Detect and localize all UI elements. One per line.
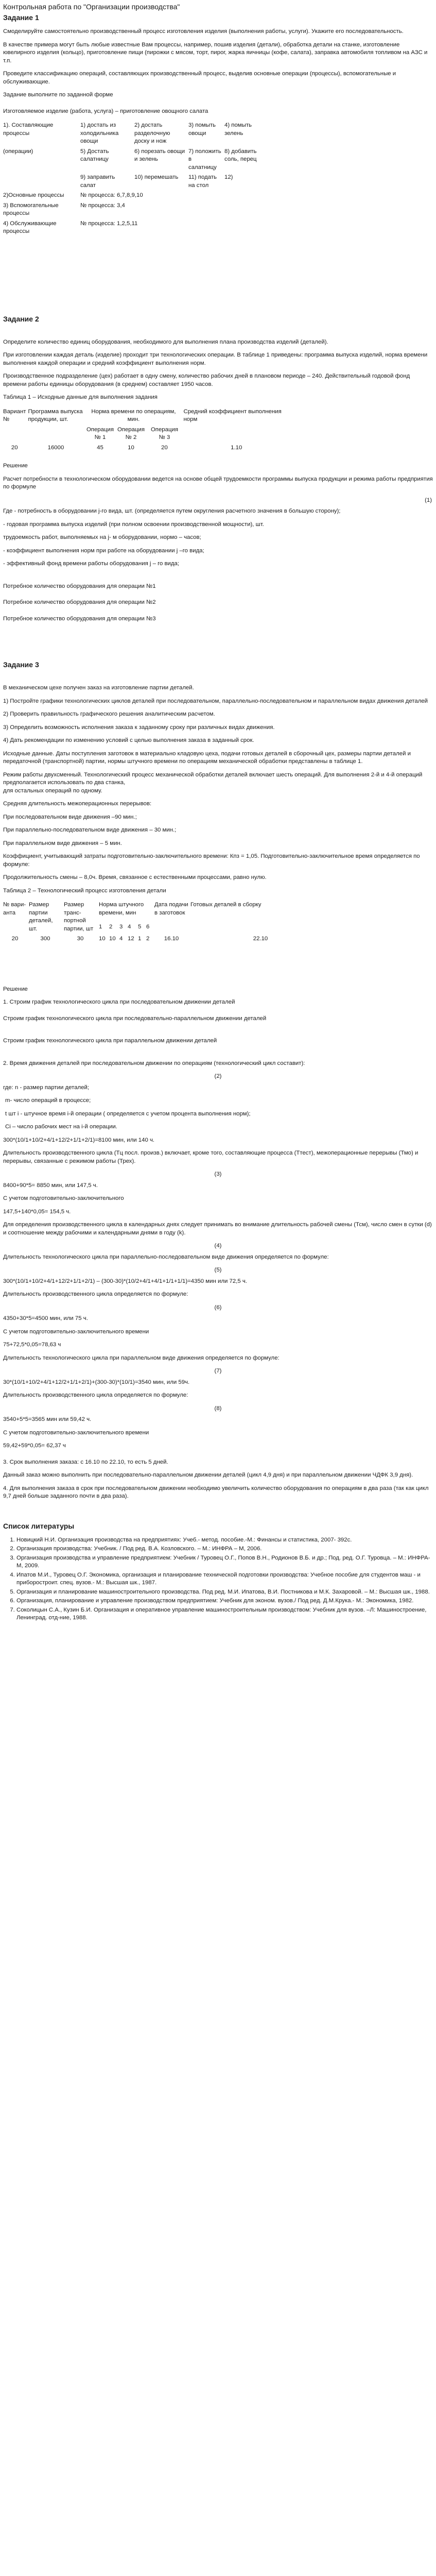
solution-paragraph: t шт i - штучное время i-й операции ( определяется с учетом процента выполнения норм); bbox=[5, 1110, 251, 1117]
table-header: Норма времени по операциям, мин. bbox=[91, 408, 176, 423]
task1-process-table bbox=[3, 121, 433, 237]
table-row bbox=[3, 407, 291, 425]
table-header: № вари-анта bbox=[3, 902, 26, 916]
result-line: Потребное количество оборудования для операции №3 bbox=[3, 615, 156, 622]
table-cell: 16.10 bbox=[164, 936, 179, 942]
solution-paragraph: Длительность производственного цикла (Тц посл. произв.) включает, кроме того, составляющие процесса (Ттест), межоперационные перерывы (Тмо) и перерывы, связанные с режимом работы (Трех). bbox=[3, 1150, 418, 1164]
solution-paragraph: Длительность технологического цикла при параллельном виде движения определяется по формуле: bbox=[3, 1354, 280, 1361]
table-row bbox=[3, 147, 433, 173]
solution-label: Решение bbox=[3, 986, 28, 992]
solution-paragraph: - коэффициент выполнения норм при работе на оборудовании j –го вида; bbox=[3, 547, 204, 554]
task3-paragraph: Средняя длительность межоперационных перерывов: bbox=[3, 801, 152, 807]
formula-number: (4) bbox=[214, 1243, 222, 1249]
task2-heading: Задание 2 bbox=[3, 314, 39, 323]
table-cell: 16000 bbox=[47, 444, 64, 451]
solution-paragraph: 300*(10/1+10/2+4/1+12/2+1/1+2/1) – (300-30)*(10/2+4/1+4/1+1/1+1/1)=4350 мин или 72,5 ч. bbox=[3, 1278, 247, 1284]
solution-paragraph: Длительность технологического цикла при параллельно-последовательном виде движения определяется по формуле: bbox=[3, 1253, 329, 1260]
solution-paragraph: где: n - размер партии деталей; bbox=[3, 1084, 90, 1091]
solution-paragraph: 30*(10/1+10/2+4/1+12/2+1/1+2/1)+(300-30)*(10/1)=3540 мин, или 59ч. bbox=[3, 1379, 190, 1385]
table-cell: 10 bbox=[99, 936, 106, 942]
task1-paragraph: Проведите классификацию операций, составляющих производственный процесс, выделив основные операции (процессы), вспомогательные и обслуживающие. bbox=[3, 71, 396, 85]
table-cell: 8) добавить соль, перец bbox=[224, 148, 257, 163]
table-header: 2 bbox=[109, 923, 113, 930]
table-header: Размер транс-портной партии, шт bbox=[64, 902, 94, 932]
table-cell: 2)Основные процессы bbox=[3, 192, 64, 199]
solution-paragraph: С учетом подготовительно-заключительного bbox=[3, 1195, 124, 1202]
table-cell: № процесса: 6,7,8,9,10 bbox=[80, 192, 143, 199]
table-cell: 4) Обслуживающие процессы bbox=[3, 220, 57, 235]
task3-item: 1) Постройте графики технологических циклов деталей при последовательном, параллельно-последовательном и параллельном видах движения деталей bbox=[3, 698, 428, 704]
table-cell: 10) перемешать bbox=[134, 174, 179, 181]
solution-paragraph: Для определения производственного цикла в календарных днях следует принимать во внимание длительность рабочей смены (Тсм), число смен в сутки (d) и соотношение между рабочими и календарными днями в году (k). bbox=[3, 1222, 432, 1236]
solution-paragraph: m- число операций в процессе; bbox=[5, 1097, 91, 1104]
solution-paragraph: С учетом подготовительно-заключительного времени bbox=[3, 1328, 149, 1335]
table-row bbox=[3, 173, 433, 191]
formula-number: (7) bbox=[214, 1368, 222, 1375]
table-cell: 22.10 bbox=[253, 936, 268, 942]
list-item: 3. Организация производства и управление предприятием: Учебник / Туровец О.Г., Попов В.Н., Родионов В.Б. и др.; Под. ред. О.Г. Туровца. – М.: ИНФРА-М, 2009. bbox=[16, 1554, 433, 1570]
list-item: 7. Соколицын С.А., Кузин Б.И. Организация и оперативное управление машиностроительным производством: Учебник для вузов. –Л: Машиностроение, Ленинград. отд-ние, 1988. bbox=[16, 1606, 433, 1622]
task2-paragraph: Производственное подразделение (цех) работает в одну смену, количество рабочих дней в плановом периоде – 240. Действительный годовой фонд времени работы единицы оборудования (в среднем) составляет 1950 часов. bbox=[3, 373, 410, 387]
references-list bbox=[5, 1536, 433, 1622]
table-row bbox=[3, 121, 433, 147]
solution-label: Решение bbox=[3, 463, 28, 469]
table-header: Операция № 3 bbox=[150, 426, 179, 441]
table-cell: 4 bbox=[119, 936, 123, 942]
formula-number: (6) bbox=[214, 1304, 222, 1311]
task3-paragraph: Режим работы двухсменный. Технологический процесс механической обработки деталей включает шесть операций. Для выполнения 2-й и 4-й операций предполагается использовать по два станка, bbox=[3, 771, 423, 786]
task3-item: 2) Проверить правильность графического решения аналитическим расчетом. bbox=[3, 711, 215, 718]
table-cell: 1) достать из холодильника овощи bbox=[80, 122, 119, 145]
table-header: Средний коэффициент выполнения норм bbox=[183, 408, 282, 423]
solution-paragraph: Длительность производственного цикла определяется по формуле: bbox=[3, 1291, 188, 1298]
solution-paragraph: 2. Время движения деталей при последовательном движении по операциям (технологический цикл составит): bbox=[3, 1060, 305, 1066]
task3-bullet: При параллельном виде движения – 5 мин. bbox=[3, 840, 122, 846]
table-cell: 9) заправить салат bbox=[80, 174, 115, 189]
solution-paragraph: Длительность производственного цикла определяется по формуле: bbox=[3, 1392, 188, 1399]
table-cell: 11) подать на стол bbox=[188, 174, 217, 189]
solution-paragraph: 75+72,5*0,05=78,63 ч bbox=[3, 1342, 61, 1348]
solution-paragraph: С учетом подготовительно-заключительного времени bbox=[3, 1429, 149, 1436]
table-cell: № процесса: 3,4 bbox=[80, 202, 125, 209]
table-row bbox=[3, 191, 433, 201]
table-row bbox=[3, 201, 433, 219]
table-header: Операция № 2 bbox=[117, 426, 145, 441]
task1-paragraph: Задание выполните по заданной форме bbox=[3, 92, 113, 98]
task3-item: 4) Дать рекомендации по изменению условий с целью выполнения заказа в заданный срок. bbox=[3, 737, 254, 744]
document-title: Контрольная работа по "Организации производства" bbox=[3, 3, 180, 11]
table-header: 3 bbox=[119, 923, 123, 930]
task3-paragraph: Коэффициент, учитывающий затраты подготовительно-заключительного времени: Кпз = 1,05. Подготовительно-заключительное время определяется по формуле: bbox=[3, 853, 420, 868]
table-header: Размер партии деталей, шт. bbox=[29, 902, 53, 932]
task1-paragraph: В качестве примера могут быть любые известные Вам процессы, например, пошив изделия (детали), обработка детали на станке, изготовление ювелирного изделия (кольцо), приготовление пищи (пирожки с мясом, торт, пирог, жарка яичницы (кофе, салата), заправка автомобиля топливом на АЗС и т.п. bbox=[3, 41, 428, 64]
solution-paragraph: трудоемкость работ, выполняемых на j- м оборудовании, нормо – часов; bbox=[3, 534, 201, 541]
table-cell: 2) достать разделочную доску и нож bbox=[134, 122, 170, 145]
table-row bbox=[3, 934, 333, 944]
task1-paragraph: Смоделируйте самостоятельно производственный процесс изготовления изделия (выполнения работы, услуги). Укажите его последовательность. bbox=[3, 28, 404, 35]
list-item: 6. Организация, планирование и управление производством предприятием: Учебник для эконом. вузов./ Под ред. Д.М.Крука.- М.: Экономика, 1982. bbox=[16, 1597, 433, 1605]
table-cell: 2 bbox=[146, 936, 150, 942]
table-cell: 1.10 bbox=[231, 444, 242, 451]
task2-paragraph: Определите количество единиц оборудования, необходимого для выполнения плана производства изделий (деталей). bbox=[3, 338, 328, 345]
table-cell: 20 bbox=[161, 444, 168, 451]
table-cell: (операции) bbox=[3, 148, 33, 155]
list-item: 2. Организация производства: Учебник. / Под ред. В.А. Козловского. – М.: ИНФРА – М, 2006. bbox=[16, 1545, 433, 1553]
formula-number: (2) bbox=[214, 1073, 222, 1080]
task3-paragraph: для остальных операций по одному. bbox=[3, 787, 102, 794]
table-cell: 20 bbox=[11, 444, 18, 451]
solution-paragraph: 4. Для выполнения заказа в срок при последовательном движении необходимо увеличить количество оборудования по операциям в два раза (так как цикл 9,7 дней больше заданного почти в два раза). bbox=[3, 1485, 429, 1500]
solution-paragraph: 59,42+59*0,05= 62,37 ч bbox=[3, 1443, 66, 1449]
table-cell: 6) порезать овощи и зелень bbox=[134, 148, 185, 163]
table-header: Программа выпуска продукции, шт. bbox=[28, 408, 83, 423]
solution-paragraph: 3. Срок выполнения заказа: с 16.10 по 22.10, то есть 5 дней. bbox=[3, 1459, 168, 1465]
table-cell: 45 bbox=[97, 444, 103, 451]
formula-number: (8) bbox=[214, 1405, 222, 1412]
solution-paragraph: Данный заказ можно выполнить при последовательно-параллельном движении деталей (цикл 4,9 дня) и при параллельном движении ЧДФК 3,9 дня). bbox=[3, 1472, 413, 1479]
table-header: 1 bbox=[99, 923, 102, 930]
solution-paragraph: 4350+30*5=4500 мин, или 75 ч. bbox=[3, 1315, 88, 1322]
task3-heading: Задание 3 bbox=[3, 660, 39, 669]
solution-paragraph: 147,5+140*0,05= 154,5 ч. bbox=[3, 1208, 71, 1215]
solution-paragraph: 1. Строим график технологического цикла при последовательном движении деталей bbox=[3, 999, 235, 1006]
table-cell: 4) помыть зелень bbox=[224, 122, 252, 137]
table-cell: 10 bbox=[128, 444, 134, 451]
table-cell: 1). Составляющие процессы bbox=[3, 122, 54, 137]
solution-paragraph: Строим график технологического цикла при параллельном движении деталей bbox=[3, 1038, 217, 1044]
table-header: Дата подачи в заготовок bbox=[154, 902, 188, 916]
table-cell: № процесса: 1,2,5,11 bbox=[80, 220, 138, 227]
task2-paragraph: При изготовлении каждая деталь (изделие) проходит три технологических операции. В таблице 1 приведены: программа выпуска изделий, норма времени выполнения каждой операции и средний коэффициент выполнения норм. bbox=[3, 352, 428, 366]
table-header: 6 bbox=[146, 923, 150, 930]
table-caption: Таблица 1 – Исходные данные для выполнения задания bbox=[3, 394, 158, 401]
task1-heading: Задание 1 bbox=[3, 13, 39, 22]
table-caption: Таблица 2 – Технологический процесс изготовления детали bbox=[3, 887, 166, 894]
table-cell: 30 bbox=[77, 936, 84, 942]
task1-product: Изготовляемое изделие (работа, услуга) – приготовление овощного салата bbox=[3, 108, 208, 114]
list-item: 1. Новицкий Н.И. Организация производства на предприятиях: Учеб.- метод. пособие.-М.: Финансы и статистика, 2007- 392с. bbox=[16, 1536, 433, 1545]
task3-paragraph: Продолжительность смены – 8,0ч. Время, связанное с естественными процессами, равно нулю. bbox=[3, 874, 267, 881]
result-line: Потребное количество оборудования для операции №2 bbox=[3, 599, 156, 606]
references-heading: Список литературы bbox=[3, 1521, 75, 1530]
solution-paragraph: 8400+90*5= 8850 мин, или 147,5 ч. bbox=[3, 1182, 98, 1189]
table-cell: 1 bbox=[138, 936, 142, 942]
table-row bbox=[3, 900, 333, 922]
table-header: Готовых деталей в сборку bbox=[190, 902, 261, 908]
solution-paragraph: Где - потребность в оборудовании j-го вида, шт. (определяется путем округления расчетного значения в большую сторону); bbox=[3, 508, 341, 515]
solution-paragraph: 300*(10/1+10/2+4/1+12/2+1/1+2/1)=8100 мин, или 140 ч. bbox=[3, 1137, 155, 1143]
solution-paragraph: 3540+5*5=3565 мин или 59,42 ч. bbox=[3, 1416, 92, 1423]
task3-paragraph: В механическом цехе получен заказ на изготовление партии деталей. bbox=[3, 685, 194, 691]
table-row bbox=[3, 219, 433, 237]
table-cell: 12) bbox=[224, 174, 233, 181]
table-cell: 12 bbox=[128, 936, 134, 942]
result-line: Потребное количество оборудования для операции №1 bbox=[3, 583, 156, 589]
task2-input-table bbox=[3, 407, 291, 453]
table-cell: 10 bbox=[109, 936, 116, 942]
table-cell: 20 bbox=[11, 936, 19, 942]
solution-paragraph: - эффективный фонд времени работы оборудования j – го вида; bbox=[3, 561, 180, 567]
list-item: 4. Ипатов М.И., Туровец О.Г. Экономика, организация и планирование технической подготовки производства: Учебное пособие для студентов маш - и приборостроит. спец. вузов.- М.: Высшая шк., 1987. bbox=[16, 1571, 433, 1587]
list-item: 5. Организация и планирование машиностроительного производства. Под ред. М.И. Ипатова, В.И. Постникова и М.К. Захаровой. – М.: Высшая шк., 1988. bbox=[16, 1588, 433, 1597]
table-cell: 5) Достать салатницу bbox=[80, 148, 109, 163]
task3-bullet: При параллельно-последовательном виде движения – 30 мин.; bbox=[3, 827, 177, 834]
formula-number: (3) bbox=[214, 1171, 222, 1178]
solution-paragraph: Ci – число рабочих мест на i-й операции. bbox=[5, 1124, 117, 1130]
table-header: Вариант № bbox=[3, 408, 26, 423]
table-header: Операция № 1 bbox=[86, 426, 114, 441]
table-cell: 7) положить в салатницу bbox=[188, 148, 221, 171]
formula-number: (1) bbox=[425, 497, 432, 503]
task3-bullet: При последовательном виде движения –90 мин.; bbox=[3, 814, 137, 820]
table-header: Норма штучного времени, мин bbox=[99, 902, 144, 916]
table-cell: 3) Вспомогательные процессы bbox=[3, 202, 59, 217]
task3-process-table bbox=[3, 900, 333, 944]
task3-paragraph: Исходные данные. Даты поступления заготовок в материально кладовую цеха, подачи готовых деталей в сборочный цех, размеры партии деталей и передаточной (транспортной) партии, нормы штучного времени по операциям механической обработки представлены в таблице 1. bbox=[3, 750, 411, 765]
table-header: 4 bbox=[128, 923, 131, 930]
table-row bbox=[3, 443, 291, 453]
formula-number: (5) bbox=[214, 1267, 222, 1274]
table-cell: 300 bbox=[40, 936, 50, 942]
table-header: 5 bbox=[138, 923, 142, 930]
solution-paragraph: - годовая программа выпуска изделий (при полном освоении производственной мощности), шт. bbox=[3, 521, 264, 528]
solution-paragraph: Строим график технологического цикла при последовательно-параллельном движении деталей bbox=[3, 1015, 267, 1022]
task3-item: 3) Определить возможность исполнения заказа к заданному сроку при различных видах движения. bbox=[3, 724, 275, 731]
solution-paragraph: Расчет потребности в технологическом оборудовании ведется на основе общей трудоемкости программы выпуска продукции и режима работы предприятия по формуле bbox=[3, 476, 433, 490]
table-cell: 3) помыть овощи bbox=[188, 122, 216, 137]
